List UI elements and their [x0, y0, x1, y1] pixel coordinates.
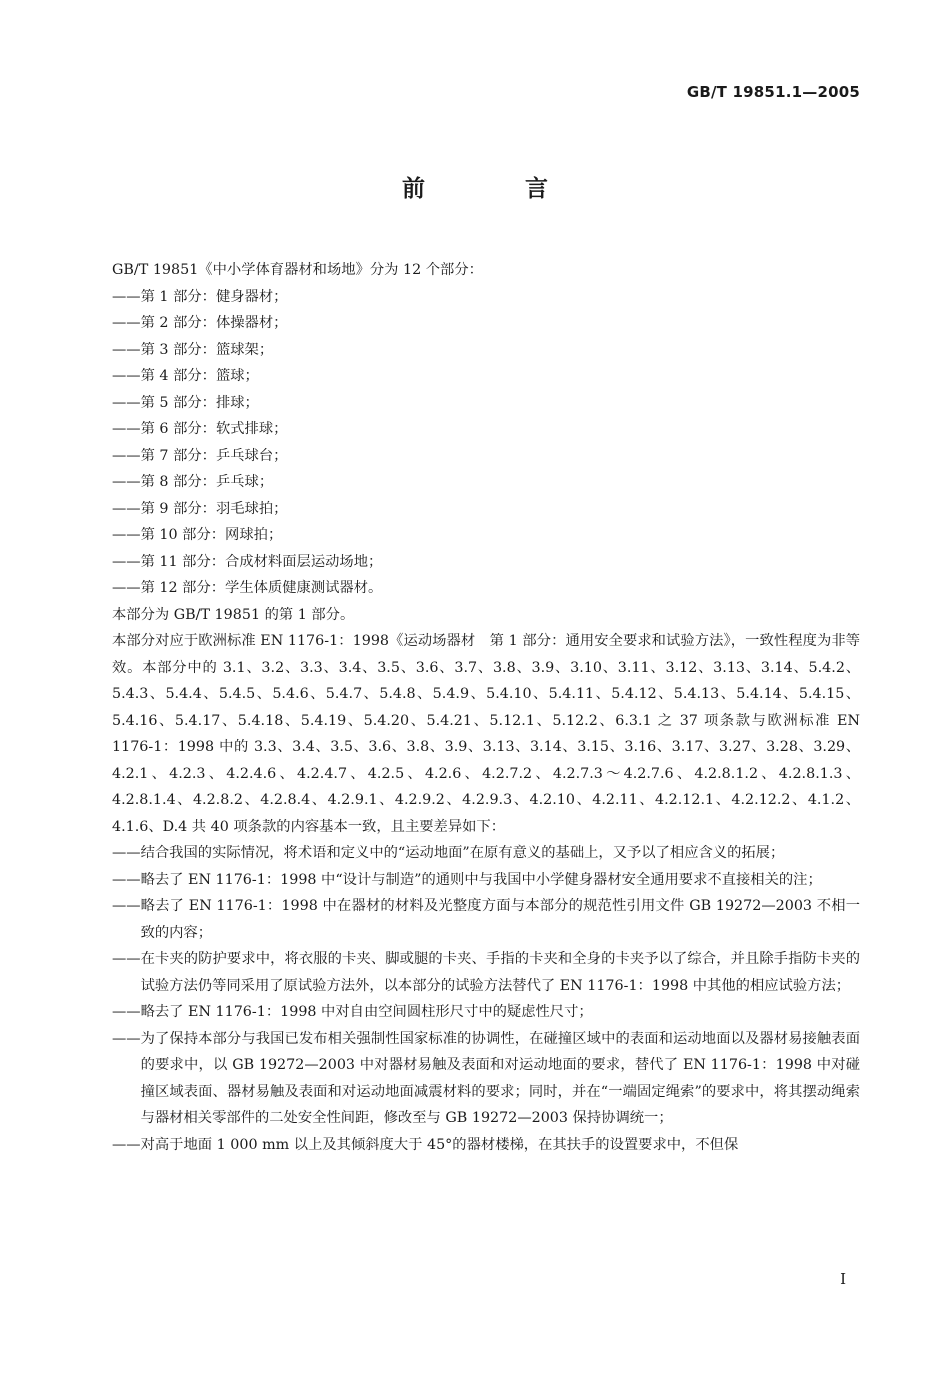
list-item: ——第 6 部分：软式排球；: [112, 421, 288, 437]
list-item: [112, 840, 860, 867]
intro-line: GB/T 19851《中小学体育器材和场地》分为 12 个部分：: [112, 262, 483, 278]
list-dash: ——: [112, 951, 141, 967]
this-part-statement: 本部分为 GB/T 19851 的第 1 部分。: [112, 606, 355, 623]
page-number: I: [840, 1270, 846, 1288]
list-dash: ——: [112, 1030, 141, 1047]
list-dash: ——: [112, 898, 141, 914]
list-item: ——第 4 部分：篮球；: [112, 368, 259, 384]
correspondence-paragraph: [112, 628, 860, 840]
list-item: ——第 3 部分：篮球架；: [112, 341, 274, 358]
list-item: [112, 1026, 860, 1132]
difference-text: 在卡夹的防护要求中，将衣服的卡夹、脚或腿的卡夹、手指的卡夹和全身的卡夹予以了综合，并且除手指防卡夹的试验方法仍等同采用了原试验方法外，以本部分的试验方法替代了 EN 1176-1：1998 中其他的相应试验方法；: [140, 951, 860, 994]
correspondence-text: 本部分对应于欧洲标准 EN 1176-1：1998《运动场器材 第 1 部分：通用安全要求和试验方法》，一致性程度为非等效。本部分中的 3.1、3.2、3.3、3.4、3.5、3.6、3.7、3.8、3.9、3.10、3.11、3.12、3.13、3.14、5.4.2、5.4.3、5.4.4、5.4.5、5.4.6、5.4.7、5.4.8、5.4.9、5.4.10、5.4.11、5.4.12、5.4.13、5.4.14、5.4.15、5.4.16、5.4.17、5.4.18、5.4.19、5.4.20、5.4.21、5.12.1、5.12.2、6.3.1 之 37 项条款与欧洲标准 EN 1176-1：1998 中的 3.3、3.4、3.5、3.6、3.8、3.9、3.13、3.14、3.15、3.16、3.17、3.27、3.28、3.29、4.2.1、4.2.3、4.2.4.6、4.2.4.7、4.2.5、4.2.6、4.2.7.2、4.2.7.3～4.2.7.6、4.2.8.1.2、4.2.8.1.3、4.2.8.1.4、4.2.8.2、4.2.8.4、4.2.9.1、4.2.9.2、4.2.9.3、4.2.10、4.2.11、4.2.12.1、4.2.12.2、4.1.2、4.1.6、D.4 共 40 项条款的内容基本一致，且主要差异如下：: [112, 633, 860, 835]
parts-list: [112, 284, 860, 602]
list-item: [112, 946, 860, 999]
list-item: ——第 10 部分：网球拍；: [112, 527, 283, 543]
list-item: [112, 1132, 860, 1159]
list-dash: ——: [112, 1004, 141, 1020]
list-item: ——第 11 部分：合成材料面层运动场地；: [112, 553, 383, 570]
list-item: ——第 7 部分：乒乓球台；: [112, 447, 288, 464]
list-item: [112, 999, 860, 1026]
difference-text: 略去了 EN 1176-1：1998 中在器材的材料及光整度方面与本部分的规范性引用文件 GB 19272—2003 不相一致的内容；: [140, 898, 860, 941]
list-item: [112, 867, 860, 894]
list-item: ——第 1 部分：健身器材；: [112, 288, 288, 305]
difference-text: 为了保持本部分与我国已发布相关强制性国家标准的协调性，在碰撞区域中的表面和运动地面以及器材易接触表面的要求中，以 GB 19272—2003 中对器材易触及表面和对运动地面的要求，替代了 EN 1176-1：1998 中对碰撞区域表面、器材易触及表面和对运动地面减震材料的要求；同时，并在“一端固定绳索”的要求中，将其摆动绳索与器材相关零部件的二处安全性间距，修改至与 GB 19272—2003 保持协调统一；: [140, 1030, 860, 1126]
list-item: ——第 12 部分：学生体质健康测试器材。: [112, 580, 383, 596]
list-item: ——第 8 部分：乒乓球；: [112, 474, 274, 490]
difference-text: 略去了 EN 1176-1：1998 中对自由空间圆柱形尺寸中的疑虑性尺寸；: [140, 1004, 593, 1020]
list-dash: ——: [112, 845, 141, 861]
standard-number: GB/T 19851.1—2005: [686, 83, 860, 101]
list-item: ——第 2 部分：体操器材；: [112, 315, 288, 331]
difference-text: 结合我国的实际情况，将术语和定义中的“运动地面”在原有意义的基础上，又予以了相应含义的拓展；: [140, 845, 785, 861]
list-dash: ——: [112, 1136, 141, 1153]
difference-text: 对高于地面 1 000 mm 以上及其倾斜度大于 45°的器材楼梯，在其扶手的设置要求中，不但保: [140, 1136, 739, 1153]
differences-list: [112, 840, 860, 1158]
foreword-body: [112, 257, 860, 1158]
list-dash: ——: [112, 871, 141, 888]
list-item: [112, 893, 860, 946]
difference-text: 略去了 EN 1176-1：1998 中“设计与制造”的通则中与我国中小学健身器材安全通用要求不直接相关的注；: [140, 871, 822, 888]
page-title: 前 言: [401, 176, 594, 202]
list-item: ——第 5 部分：排球；: [112, 394, 259, 411]
list-item: ——第 9 部分：羽毛球拍；: [112, 500, 288, 517]
